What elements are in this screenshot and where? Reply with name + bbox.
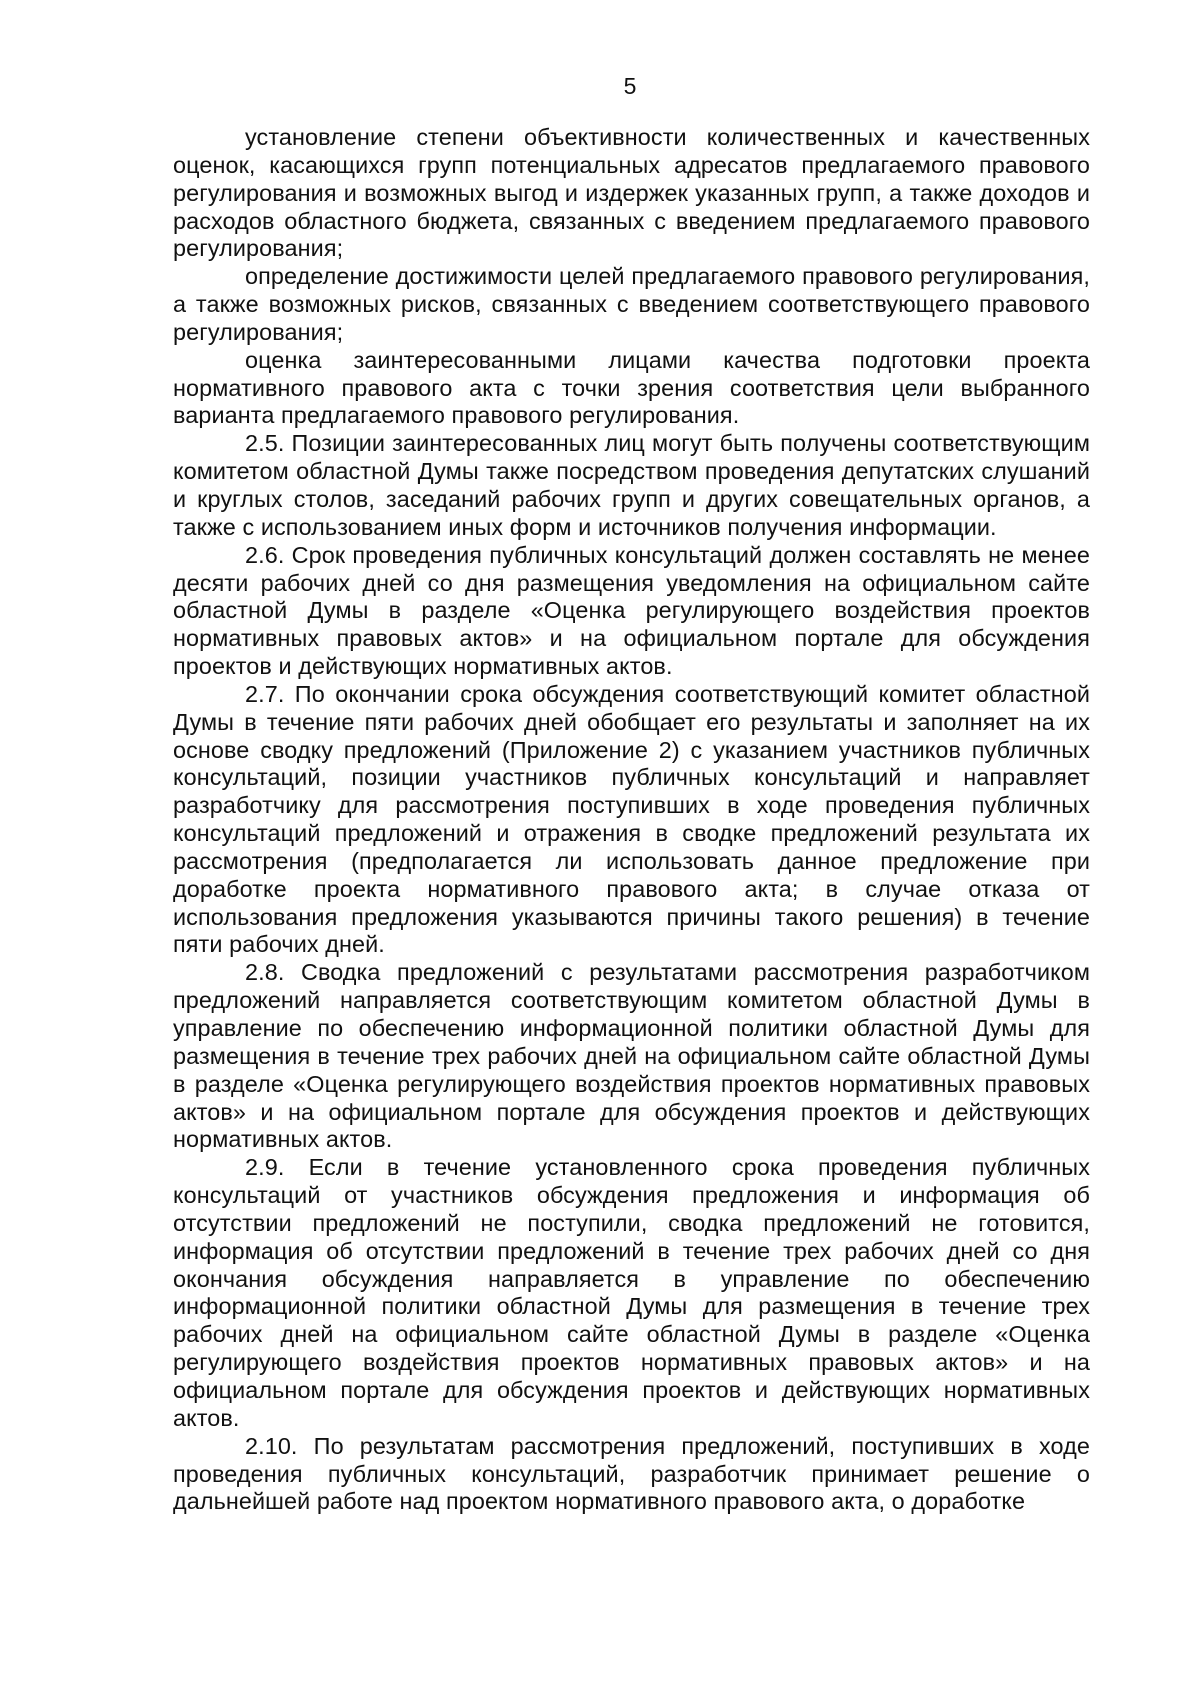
- paragraph-2-7: 2.7. По окончании срока обсуждения соответствующий комитет областной Думы в течение пяти рабочих дней обобщает его результаты и заполняет на их основе сводку предложений (Приложение 2) с указанием участников публичных консультаций, позиции участников публичных консультаций и направляет разработчику для рассмотрения поступивших в ходе проведения публичных консультаций предложений и отражения в сводке предложений результата их рассмотрения (предполагается ли использовать данное предложение при доработке проекта нормативного правового акта; в случае отказа от использования предложения указываются причины такого решения) в течение пяти рабочих дней.: [173, 680, 1090, 958]
- document-body: [173, 124, 1090, 1516]
- paragraph-2-8: 2.8. Сводка предложений с результатами рассмотрения разработчиком предложений направляется соответствующим комитетом областной Думы в управление по обеспечению информационной политики областной Думы для размещения в течение трех рабочих дней на официальном сайте областной Думы в разделе «Оценка регулирующего воздействия проектов нормативных правовых актов» и на официальном портале для обсуждения проектов и действующих нормативных актов.: [173, 959, 1090, 1153]
- page-number: 5: [623, 73, 637, 99]
- paragraph-2-6: 2.6. Срок проведения публичных консультаций должен составлять не менее десяти рабочих дней со дня размещения уведомления на официальном сайте областной Думы в разделе «Оценка регулирующего воздействия проектов нормативных правовых актов» и на официальном портале для обсуждения проектов и действующих нормативных актов.: [173, 541, 1090, 680]
- paragraph-objectivity-assessment: установление степени объективности количественных и качественных оценок, касающихся групп потенциальных адресатов предлагаемого правового регулирования и возможных выгод и издержек указанных групп, а также доходов и расходов областного бюджета, связанных с введением предлагаемого правового регулирования;: [173, 124, 1090, 262]
- paragraph-2-9: 2.9. Если в течение установленного срока проведения публичных консультаций от участников обсуждения предложения и информация об отсутствии предложений не поступили, сводка предложений не готовится, информация об отсутствии предложений в течение трех рабочих дней со дня окончания обсуждения направляется в управление по обеспечению информационной политики областной Думы для размещения в течение трех рабочих дней на официальном сайте областной Думы в разделе «Оценка регулирующего воздействия проектов нормативных правовых актов» и на официальном портале для обсуждения проектов и действующих нормативных актов.: [173, 1154, 1090, 1431]
- paragraph-2-5: 2.5. Позиции заинтересованных лиц могут быть получены соответствующим комитетом областной Думы также посредством проведения депутатских слушаний и круглых столов, заседаний рабочих групп и других совещательных органов, а также с использованием иных форм и источников получения информации.: [173, 430, 1090, 540]
- paragraph-2-10: 2.10. По результатам рассмотрения предложений, поступивших в ходе проведения публичных консультаций, разработчик принимает решение о дальнейшей работе над проектом нормативного правового акта, о доработке: [173, 1432, 1090, 1515]
- paragraph-goals-achievability: определение достижимости целей предлагаемого правового регулирования, а также возможных рисков, связанных с введением соответствующего правового регулирования;: [173, 263, 1090, 345]
- paragraph-preparation-quality: оценка заинтересованными лицами качества подготовки проекта нормативного правового акта с точки зрения соответствия цели выбранного варианта предлагаемого правового регулирования.: [173, 346, 1090, 429]
